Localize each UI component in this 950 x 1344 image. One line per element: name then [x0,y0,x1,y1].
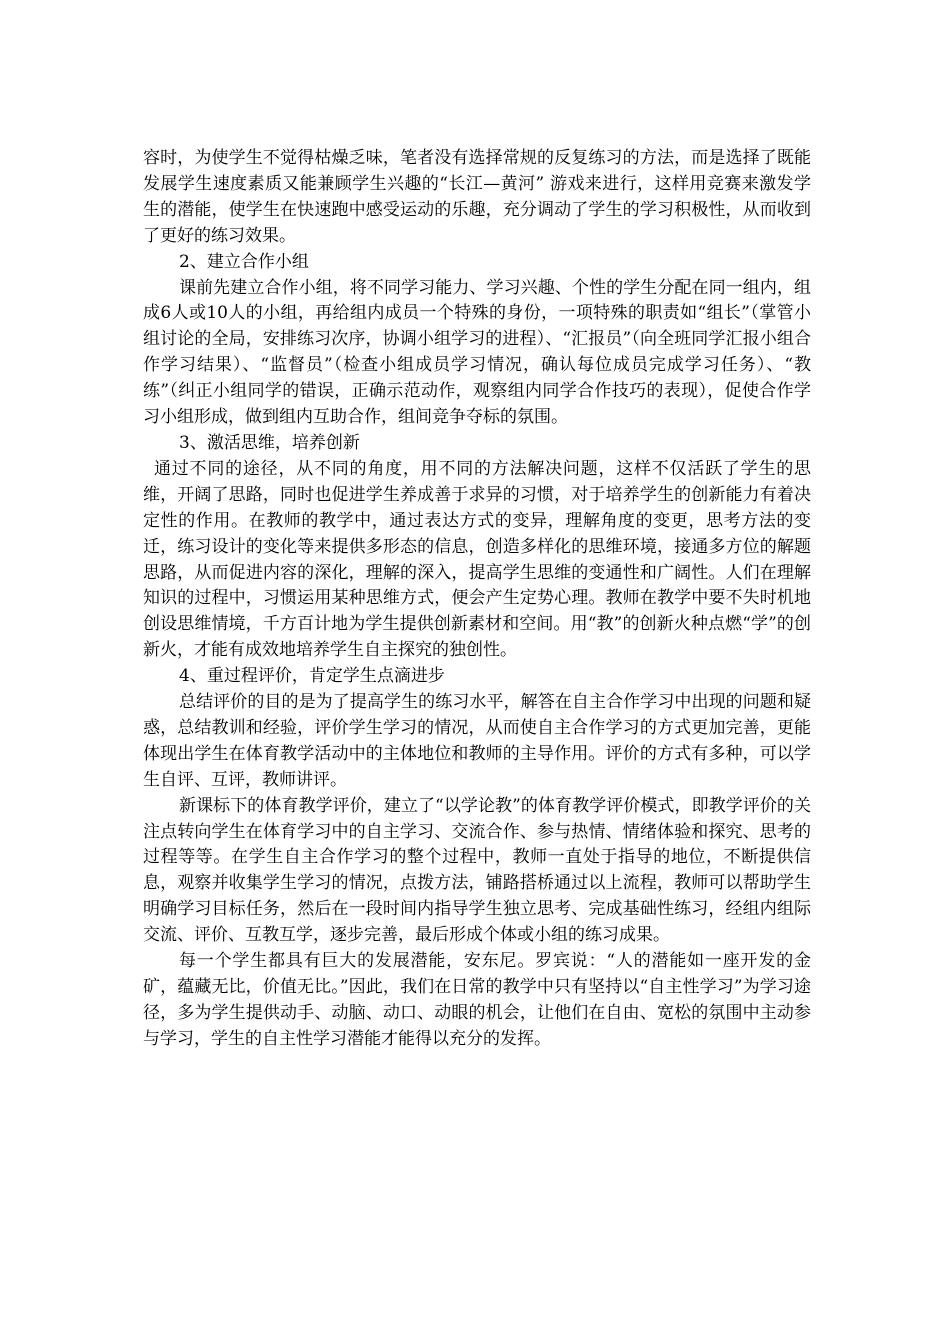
paragraph-new-standard-evaluation: 新课标下的体育教学评价，建立了“以学论教”的体育教学评价模式，即教学评价的关注点转向学生在体育学习中的自主学习、交流合作、参与热情、情绪体验和探究、思考的过程等等。在学生自主合作学习的整个过程中，教师一直处于指导的地位，不断提供信息，观察并收集学生学习的情况，点拨方法，铺路搭桥通过以上流程，教师可以帮助学生明确学习目标任务，然后在一段时间内指导学生独立思考、完成基础性练习，经组内组际交流、评价、互教互学，逐步完善，最后形成个体或小组的练习成果。 [143,795,811,946]
paragraph-activate-thinking: 通过不同的途径，从不同的角度，用不同的方法解决问题，这样不仅活跃了学生的思维，开阔了思路，同时也促进学生养成善于求异的习惯，对于培养学生的创新能力有着决定性的作用。在教师的教学中，通过表达方式的变异，理解角度的变更，思考方法的变迁，练习设计的变化等来提供多形态的信息，创造多样化的思维环境，接通多方位的解题思路，从而促进内容的深化，理解的深入，提高学生思维的变通性和广阔性。人们在理解知识的过程中，习惯运用某种思维方式，便会产生定势心理。教师在教学中要不失时机地创设思维情境，千方百计地为学生提供创新素材和空间。用“教”的创新火种点燃“学”的创新火，才能有成效地培养学生自主探究的独创性。 [143,458,811,661]
paragraph-evaluation-purpose: 总结评价的目的是为了提高学生的练习水平，解答在自主合作学习中出现的问题和疑惑，总结教训和经验，评价学生学习的情况，从而使自主合作学习的方式更加完善，更能体现出学生在体育教学活动中的主体地位和教师的主导作用。评价的方式有多种，可以学生自评、互评，教师讲评。 [143,692,811,790]
section-heading-3: 3、激活思维，培养创新 [179,432,360,453]
paragraph-continuation: 容时，为使学生不觉得枯燥乏味，笔者没有选择常规的反复练习的方法，而是选择了既能发展学生速度素质又能兼顾学生兴趣的“长江—黄河” 游戏来进行，这样用竞赛来激发学生的潜能，使学生在快速跑中感受运动的乐趣，充分调动了学生的学习积极性，从而收到了更好的练习效果。 [143,148,811,246]
section-heading-2: 2、建立合作小组 [179,251,309,272]
paragraph-student-potential: 每一个学生都具有巨大的发展潜能，安东尼。罗宾说：“人的潜能如一座开发的金矿，蕴藏无比，价值无比。”因此，我们在日常的教学中只有坚持以“自主性学习”为学习途径，多为学生提供动手、动脑、动口、动眼的机会，让他们在自由、宽松的氛围中主动参与学习，学生的自主性学习潜能才能得以充分的发挥。 [143,951,811,1049]
paragraph-cooperative-groups: 课前先建立合作小组，将不同学习能力、学习兴趣、个性的学生分配在同一组内，组成6人或10人的小组，再给组内成员一个特殊的身份，一项特殊的职责如“组长”（掌管小组讨论的全局，安排练习次序，协调小组学习的进程）、“汇报员”（向全班同学汇报小组合作学习结果）、“监督员”（检查小组成员学习情况，确认每位成员完成学习任务）、“教练”（纠正小组同学的错误，正确示范动作，观察组内同学合作技巧的表现），促使合作学习小组形成，做到组内互助合作，组间竞争夺标的氛围。 [143,277,811,428]
document-body [143,146,811,1053]
section-heading-4: 4、重过程评价，肯定学生点滴进步 [179,666,445,687]
